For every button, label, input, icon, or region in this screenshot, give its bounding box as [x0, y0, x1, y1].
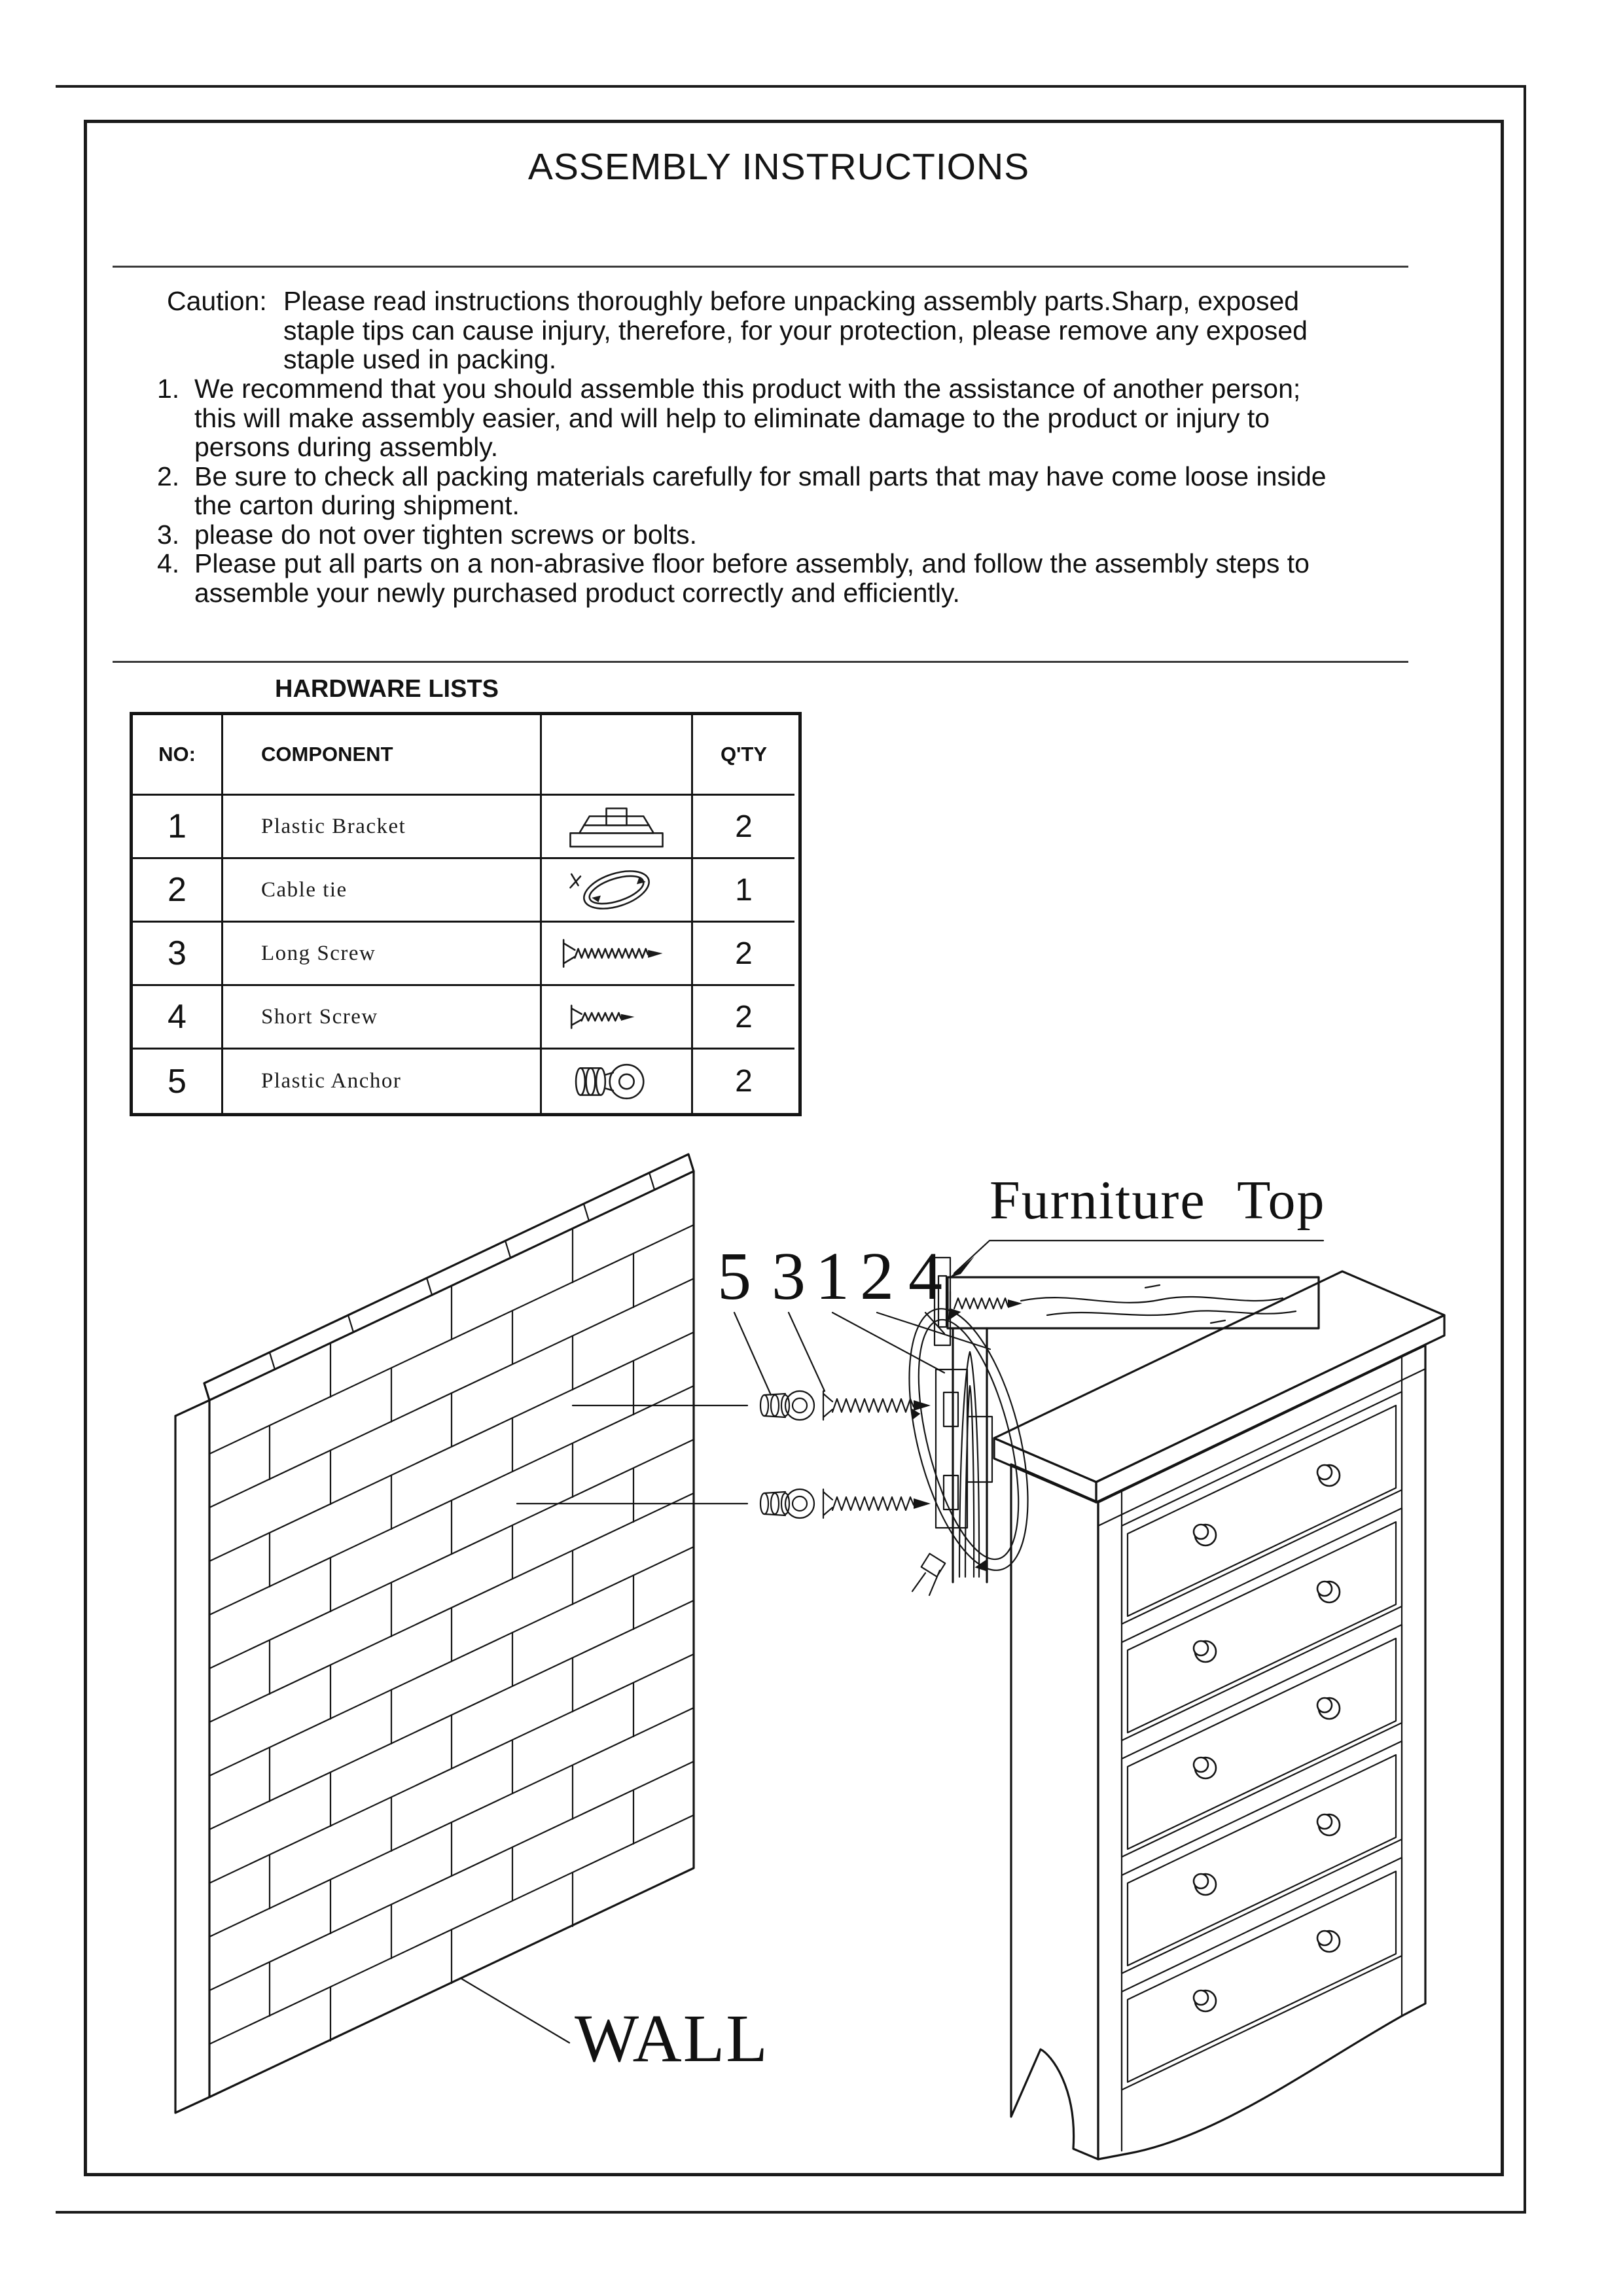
instruction-line: Be sure to check all packing materials carefully for small parts that may have come loose inside — [194, 461, 1327, 491]
instruction-line: please do not over tighten screws or bolts. — [194, 519, 698, 550]
table-row-qty: 2 — [693, 1050, 794, 1113]
table-row-component: Cable tie — [223, 859, 542, 923]
hardware-list-heading: HARDWARE LISTS — [275, 675, 499, 703]
furniture-top-callout — [949, 1170, 1326, 1278]
furniture-top-label: Furniture Top — [990, 1170, 1326, 1231]
part-label-3: 3 — [772, 1239, 806, 1314]
drawer-knobs — [1194, 1465, 1340, 2011]
part-label-5: 5 — [717, 1239, 751, 1314]
instruction-number: 3. — [157, 519, 180, 550]
instruction-number: 1. — [157, 374, 180, 404]
caution-line: Please read instructions thoroughly before unpacking assembly parts.Sharp, exposed — [283, 286, 1300, 316]
instruction-number: 2. — [157, 461, 180, 491]
caution-label: Caution: — [167, 286, 267, 316]
table-row-no: 2 — [133, 859, 223, 923]
instruction-line: the carton during shipment. — [194, 490, 520, 520]
plastic-anchor-drawing — [760, 1391, 814, 1518]
instruction-number: 4. — [157, 548, 180, 578]
caution-line: staple used in packing. — [283, 344, 557, 374]
chest-of-drawers — [994, 1271, 1444, 2159]
instruction-line: Please put all parts on a non-abrasive floor before assembly, and follow the assembly steps to — [194, 548, 1310, 578]
part-label-2: 2 — [860, 1239, 894, 1314]
table-row-no: 4 — [133, 986, 223, 1050]
table-row-component: Long Screw — [223, 923, 542, 986]
table-row-no: 3 — [133, 923, 223, 986]
brick-wall — [175, 1154, 694, 2113]
instruction-line: this will make assembly easier, and will help to eliminate damage to the product or injury to — [194, 402, 1270, 433]
table-row-no: 5 — [133, 1050, 223, 1113]
col-header-no: NO: — [133, 715, 223, 796]
wall-callout — [461, 1979, 769, 2076]
col-header-component: COMPONENT — [223, 715, 542, 796]
wall-label: WALL — [575, 2001, 769, 2076]
table-row-qty: 2 — [693, 796, 794, 859]
instruction-line: assemble your newly purchased product correctly and efficiently. — [194, 577, 960, 608]
col-header-qty: Q'TY — [693, 715, 794, 796]
table-row-no: 1 — [133, 796, 223, 859]
table-row-component: Short Screw — [223, 986, 542, 1050]
long-screw-drawing — [823, 1391, 931, 1518]
instruction-line: We recommend that you should assemble this product with the assistance of another person; — [194, 374, 1301, 404]
page-title: ASSEMBLY INSTRUCTIONS — [527, 146, 1030, 188]
wall-leader-lines — [517, 1405, 747, 1504]
caution-line: staple tips can cause injury, therefore, for your protection, please remove any exposed — [283, 315, 1308, 345]
table-row-component: Plastic Bracket — [223, 796, 542, 859]
part-label-4: 4 — [908, 1239, 942, 1314]
instruction-line: persons during assembly. — [194, 432, 499, 462]
table-row-qty: 1 — [693, 859, 794, 923]
part-label-1: 1 — [815, 1239, 849, 1314]
table-row-qty: 2 — [693, 923, 794, 986]
table-row-component: Plastic Anchor — [223, 1050, 542, 1113]
table-row-qty: 2 — [693, 986, 794, 1050]
